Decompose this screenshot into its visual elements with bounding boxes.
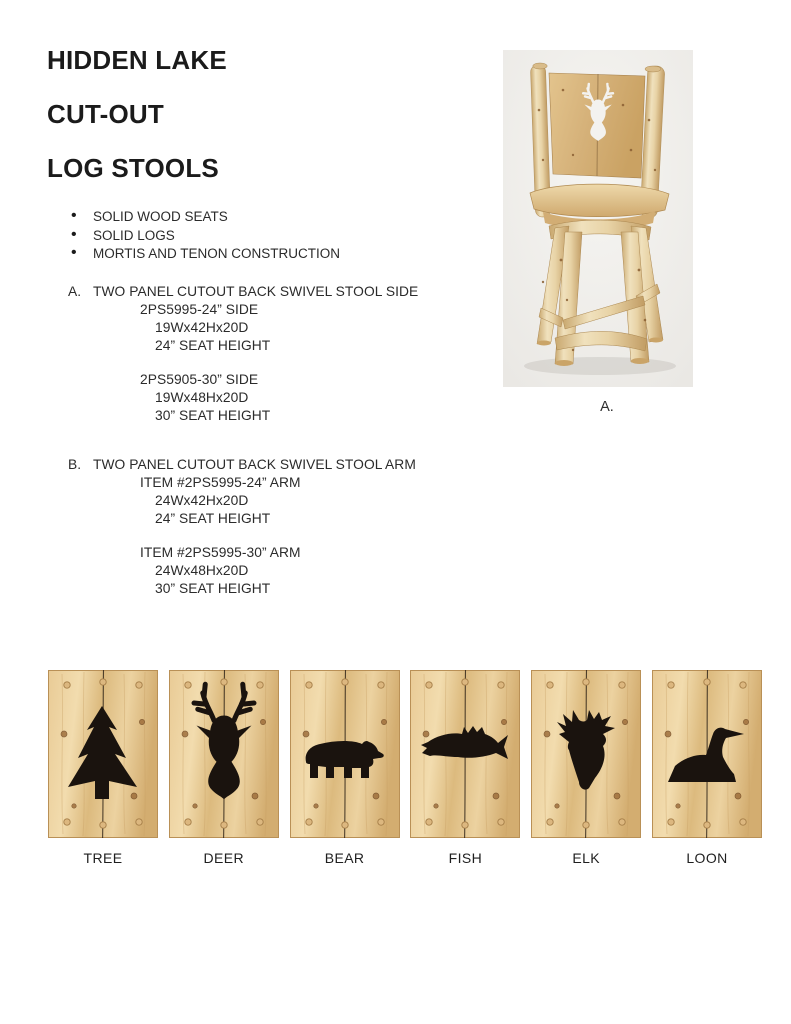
elk-cutout-icon	[531, 670, 641, 838]
spec-block	[140, 544, 416, 598]
section-heading: TWO PANEL CUTOUT BACK SWIVEL STOOL ARM	[93, 457, 416, 472]
panel-label: BEAR	[324, 850, 365, 866]
page-title	[47, 46, 227, 208]
item-number: 2PS5905-30” SIDE	[140, 372, 259, 387]
section-arm-stools	[68, 456, 416, 598]
panel-label: TREE	[83, 850, 123, 866]
feature-item: • SOLID LOGS	[69, 227, 340, 246]
log-stool-image	[503, 50, 693, 387]
bear-cutout-icon	[290, 670, 400, 838]
item-seat-height: 24” SEAT HEIGHT	[155, 338, 271, 353]
panel-tree	[48, 670, 158, 866]
cutout-options-row	[48, 670, 762, 866]
section-label: A.	[68, 284, 82, 299]
loon-cutout-icon	[652, 670, 762, 838]
panel-label: DEER	[203, 850, 245, 866]
item-number: ITEM #2PS5995-30” ARM	[140, 545, 301, 560]
item-dimensions: 19Wx48Hx20D	[155, 390, 249, 405]
panel-loon	[652, 670, 762, 866]
item-seat-height: 24” SEAT HEIGHT	[155, 511, 271, 526]
tree-cutout-icon	[48, 670, 158, 838]
panel-deer	[169, 670, 279, 866]
section-label: B.	[68, 457, 82, 472]
item-number: ITEM #2PS5995-24” ARM	[140, 475, 301, 490]
section-side-stools	[68, 283, 418, 425]
panel-fish	[410, 670, 520, 866]
page-title-line-1: HIDDEN LAKE	[47, 45, 227, 75]
panel-label: LOON	[686, 850, 728, 866]
feature-item: • MORTIS AND TENON CONSTRUCTION	[69, 245, 340, 264]
spec-block	[140, 301, 418, 355]
panel-label: ELK	[572, 850, 601, 866]
feature-item: • SOLID WOOD SEATS	[69, 208, 340, 227]
item-seat-height: 30” SEAT HEIGHT	[155, 581, 271, 596]
item-dimensions: 24Wx48Hx20D	[155, 563, 249, 578]
panel-label: FISH	[448, 850, 483, 866]
item-seat-height: 30” SEAT HEIGHT	[155, 408, 271, 423]
page-title-line-2: CUT-OUT	[47, 99, 164, 129]
item-dimensions: 19Wx42Hx20D	[155, 320, 249, 335]
item-dimensions: 24Wx42Hx20D	[155, 493, 249, 508]
panel-elk	[531, 670, 641, 866]
figure-label: A.	[600, 399, 614, 415]
deer-cutout-icon	[169, 670, 279, 838]
fish-cutout-icon	[410, 670, 520, 838]
feature-list	[69, 208, 340, 264]
item-number: 2PS5995-24” SIDE	[140, 302, 259, 317]
spec-block	[140, 371, 418, 425]
spec-block	[140, 474, 416, 528]
section-heading: TWO PANEL CUTOUT BACK SWIVEL STOOL SIDE	[93, 284, 419, 299]
stool-photo	[503, 50, 693, 387]
page-title-line-3: LOG STOOLS	[47, 153, 219, 183]
panel-bear	[290, 670, 400, 866]
